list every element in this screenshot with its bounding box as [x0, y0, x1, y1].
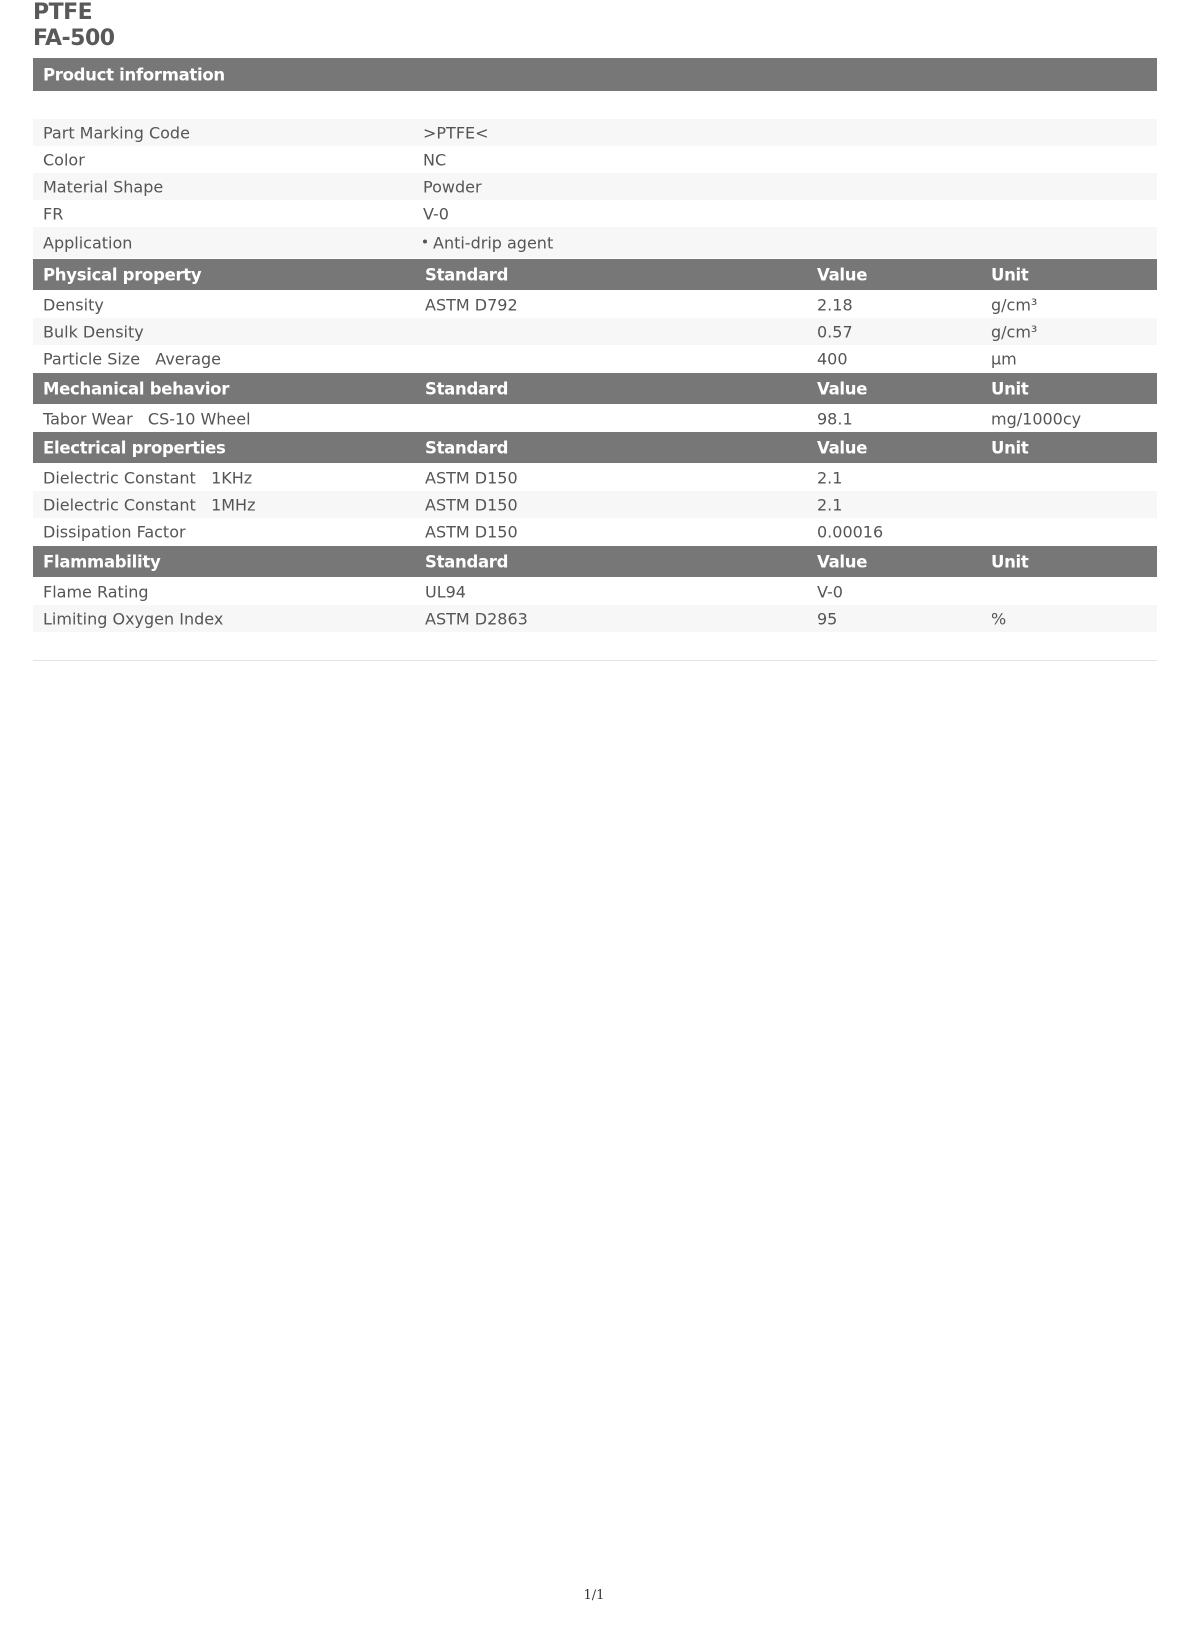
table-row: [33, 345, 1157, 372]
material-name: PTFE: [33, 0, 93, 25]
table-row: [33, 318, 1157, 345]
section-title: Mechanical behavior: [43, 379, 230, 398]
table-row: [33, 605, 1157, 632]
product-information-header: [33, 58, 1157, 91]
property-unit: %: [991, 609, 1007, 628]
property-name: Dissipation Factor: [43, 522, 186, 541]
application-text: Anti-drip agent: [433, 233, 554, 252]
physical-property-header: [33, 259, 1157, 290]
column-header-unit: Unit: [991, 552, 1029, 571]
property-name: Bulk Density: [43, 322, 144, 341]
product-info-label: Material Shape: [43, 177, 164, 196]
product-info-row: [33, 119, 1157, 146]
property-standard: ASTM D150: [425, 522, 518, 541]
section-title: Flammability: [43, 552, 161, 571]
product-info-row: [33, 146, 1157, 173]
property-name: Tabor Wear CS-10 Wheel: [43, 409, 251, 428]
property-value: 2.1: [817, 495, 843, 514]
product-info-row: [33, 173, 1157, 200]
property-name: Particle Size Average: [43, 349, 222, 368]
property-name: Dielectric Constant 1MHz: [43, 495, 256, 514]
column-header-value: Value: [817, 265, 868, 284]
column-header-standard: Standard: [425, 438, 509, 457]
column-header-unit: Unit: [991, 438, 1029, 457]
property-standard: ASTM D792: [425, 295, 518, 314]
property-unit: g/cm³: [991, 295, 1038, 314]
grade-name: FA-500: [33, 26, 115, 51]
property-standard: ASTM D2863: [425, 609, 528, 628]
property-name: Dielectric Constant 1KHz: [43, 468, 253, 487]
mechanical-behavior-header: [33, 373, 1157, 404]
table-end-divider: [33, 660, 1157, 661]
product-info-label: Part Marking Code: [43, 123, 190, 142]
column-header-standard: Standard: [425, 379, 509, 398]
property-name: Flame Rating: [43, 582, 149, 601]
section-title: Electrical properties: [43, 438, 226, 457]
section-title: Physical property: [43, 265, 202, 284]
product-info-label: Color: [43, 150, 85, 169]
column-header-value: Value: [817, 379, 868, 398]
product-info-value: [423, 233, 553, 252]
product-info-row: [33, 227, 1157, 258]
product-info-label: Application: [43, 233, 133, 252]
property-standard: ASTM D150: [425, 468, 518, 487]
property-name: Limiting Oxygen Index: [43, 609, 224, 628]
column-header-standard: Standard: [425, 552, 509, 571]
product-info-label: FR: [43, 204, 64, 223]
product-info-value: >PTFE<: [423, 123, 489, 142]
column-header-unit: Unit: [991, 265, 1029, 284]
property-value: V-0: [817, 582, 843, 601]
table-row: [33, 464, 1157, 491]
product-info-value: Powder: [423, 177, 482, 196]
property-value: 95: [817, 609, 838, 628]
property-value: 0.00016: [817, 522, 884, 541]
property-unit: μm: [991, 349, 1017, 368]
flammability-header: [33, 546, 1157, 577]
column-header-standard: Standard: [425, 265, 509, 284]
table-row: [33, 518, 1157, 545]
property-standard: UL94: [425, 582, 466, 601]
property-unit: g/cm³: [991, 322, 1038, 341]
property-standard: ASTM D150: [425, 495, 518, 514]
column-header-unit: Unit: [991, 379, 1029, 398]
property-value: 400: [817, 349, 848, 368]
property-name: Density: [43, 295, 104, 314]
property-value: 98.1: [817, 409, 853, 428]
page-number: 1/1: [583, 1588, 605, 1603]
table-row: [33, 291, 1157, 318]
column-header-value: Value: [817, 438, 868, 457]
property-value: 2.1: [817, 468, 843, 487]
product-info-value: V-0: [423, 204, 449, 223]
column-header-value: Value: [817, 552, 868, 571]
bullet-icon: [423, 240, 427, 244]
electrical-properties-header: [33, 432, 1157, 463]
property-value: 0.57: [817, 322, 853, 341]
table-row: [33, 405, 1157, 432]
property-unit: mg/1000cy: [991, 409, 1082, 428]
product-info-value: NC: [423, 150, 447, 169]
property-value: 2.18: [817, 295, 853, 314]
document-title: [33, 0, 115, 52]
table-row: [33, 578, 1157, 605]
product-info-row: [33, 200, 1157, 227]
table-row: [33, 491, 1157, 518]
product-information-title: Product information: [43, 65, 225, 84]
